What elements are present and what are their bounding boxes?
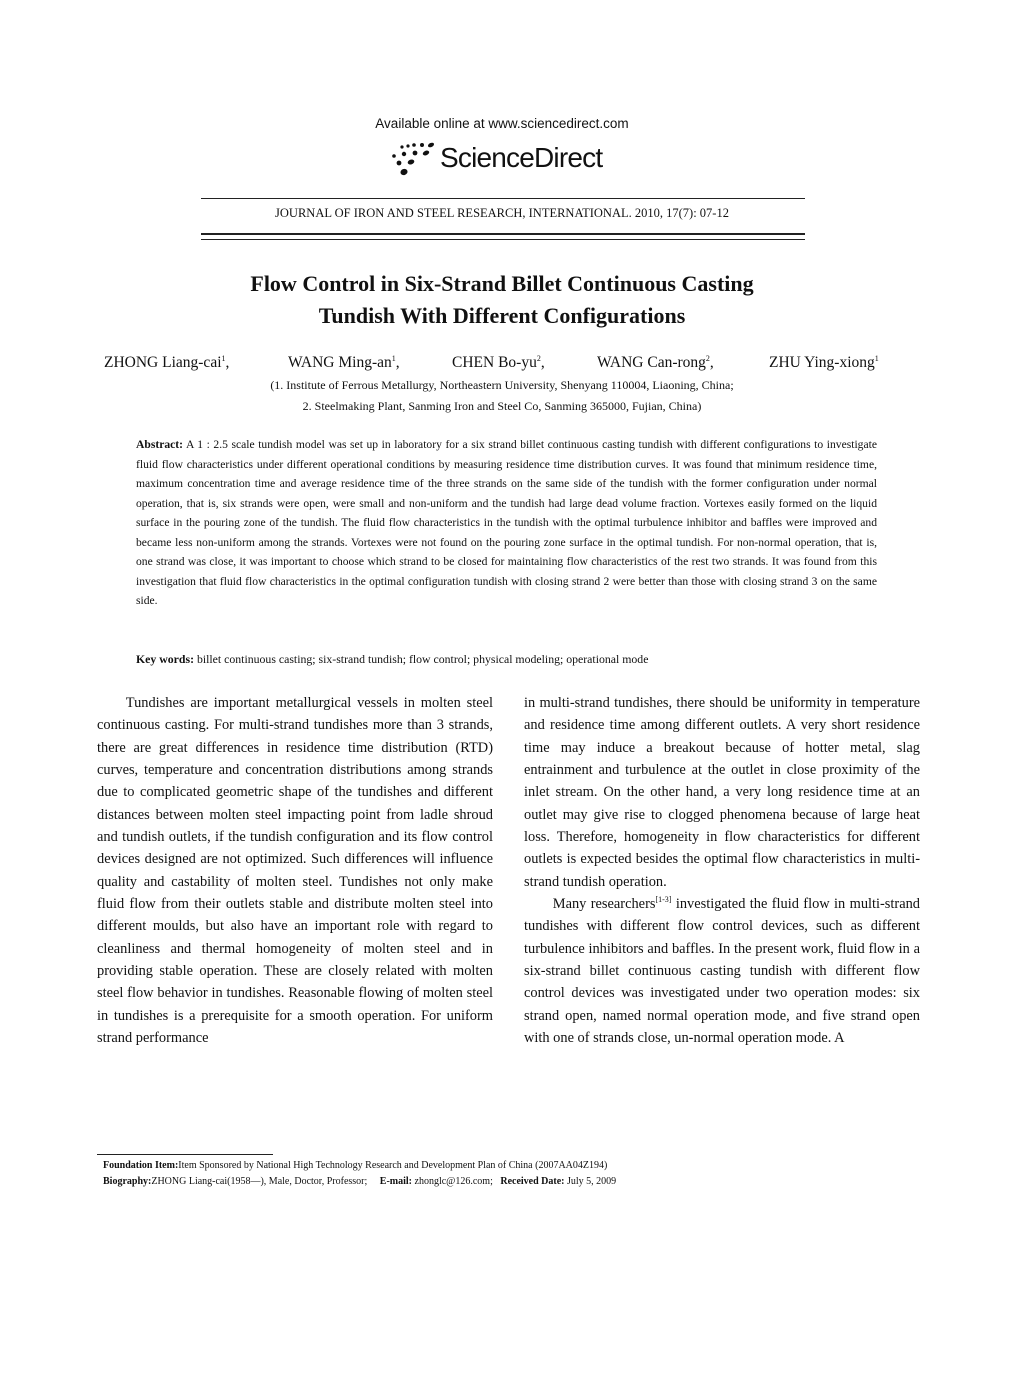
author: WANG Ming-$an^1$,: [288, 354, 400, 372]
sciencedirect-dots-icon: [384, 138, 442, 182]
paper-title: [0, 268, 1004, 332]
author: WANG Can-rong$^2$,: [597, 354, 714, 372]
affiliation-1: (1. Institute of Ferrous Metallurgy, Northeastern University, Shenyang 110004, Liaoning, China;: [270, 378, 734, 392]
available-online-text: Available online at www.sciencedirect.com: [375, 116, 629, 131]
author-list: [104, 354, 904, 376]
body-column-right: [524, 692, 920, 1050]
affiliation-2: 2. Steelmaking Plant, Sanming Iron and Steel Co, Sanming 365000, Fujian, China): [302, 399, 702, 413]
author: CHEN $Bo-yu^2$,: [452, 354, 545, 372]
body-paragraph: Many researchers[1-3] investigated the fluid flow in multi-strand tundishes with different flow control devices, such as different turbulence inhibitors and baffles. In the present work, fluid flow in a six-strand billet continuous casting tundish with different flow control devices was investigated under two operation modes: six strand open, named normal operation mode, and five strand open with one of strands close, un-normal operation mode. A: [524, 895, 920, 1047]
author: ZHU Ying-xiong$^1$: [769, 354, 879, 372]
paper-title-line-1: Flow Control in Six-Strand Billet Continuous Casting: [250, 271, 754, 296]
paper-title-line-2: Tundish With Different Configurations: [318, 303, 686, 328]
keywords-text: billet continuous casting; six-strand tundish; flow control; physical modeling; operational mode: [196, 652, 649, 666]
header-rule-bottom-2: [201, 239, 805, 240]
abstract-text: A 1 : 2.5 scale tundish model was set up in laboratory for a six strand billet continuous casting tundish with different configurations to investigate fluid flow characteristics under different operational conditions by measuring residence time distribution curves. It was found that minimum residence time, maximum concentration time and average residence time of the three strands on the same side of the tundish with the former configuration under normal operation, that is, six strands were open, were small and non-uniform and the tundish had large dead volume fraction. Vortexes easily formed on the liquid surface in the pouring zone of the tundish. The fluid flow characteristics in the tundish with the optimal turbulence inhibitor and baffles were improved and became less non-uniform among the strands. Vortexes were not found on the pouring zone surface in the optimal tundish. For non-normal operation, that is, one strand was close, it was important to choose which strand to be closed for maintaining flow characteristics of the rest two strands. It was found from this investigation that fluid flow characteristics in the optimal configuration tundish with closing strand 2 were better than those with closing strand 3 on the same side.: [136, 438, 877, 607]
sciencedirect-wordmark: ScienceDirect: [440, 142, 603, 173]
abstract: [136, 435, 877, 611]
citation: [1-3]: [655, 895, 672, 905]
header-rule-top: [201, 198, 805, 199]
body-column-left: [97, 692, 493, 1050]
body-paragraph: in multi-strand tundishes, there should be uniformity in temperature and residence time among different outlets. A very short residence time may induce a breakout because of hotter metal, slag entrainment and turbulence at the outlet in close proximity of the inlet stream. On the other hand, a very long residence time at an outlet may give rise to clogged phenomena because of large heat loss. Therefore, homogeneity in flow characteristics for different outlets is expected besides the optimal flow characteristics in multi-strand tundish operation.: [524, 695, 920, 890]
keywords: [136, 652, 877, 667]
header-rule-bottom-1: [201, 233, 805, 235]
footnote-foundation: Foundation Item:Item Sponsored by National High Technology Research and Development Plan of China (2007AA04Z194): [103, 1160, 608, 1171]
journal-citation: JOURNAL OF IRON AND STEEL RESEARCH, INTERNATIONAL. 2010, 17(7): 07-12: [275, 206, 729, 220]
sciencedirect-logo: [384, 138, 624, 182]
body-paragraph: Tundishes are important metallurgical vessels in molten steel continuous casting. For multi-strand tundishes more than 3 strands, there are great differences in residence time distribution (RTD) curves, temperature and concentration distributions among strands due to complicated geometric shape of the tundishes and different distances between molten steel impacting point from ladle shroud and tundish outlets, if the tundish configuration and its flow control devices designed are not optimized. Such differences will influence quality and castability of molten steel. Tundishes not only make fluid flow from their outlets stable and distribute molten steel into different moulds, but also have an important role with regard to cleanliness and thermal homogeneity of molten steel and in providing stable operation. These are closely related with molten steel flow behavior in tundishes. Reasonable flowing of molten steel in tundishes is a prerequisite for a smooth operation. For uniform strand performance: [97, 695, 493, 1047]
footnote-rule: [97, 1154, 273, 1155]
author: ZHONG Liang-cai$^1$,: [104, 354, 230, 372]
keywords-label: Key words:: [136, 652, 194, 666]
footnote-biography: Biography:ZHONG Liang-cai(1958—), Male, Doctor, Professor; E-mail: zhonglc@126.com; Received Date: July 5, 2009: [103, 1176, 617, 1187]
abstract-label: Abstract:: [136, 438, 184, 451]
